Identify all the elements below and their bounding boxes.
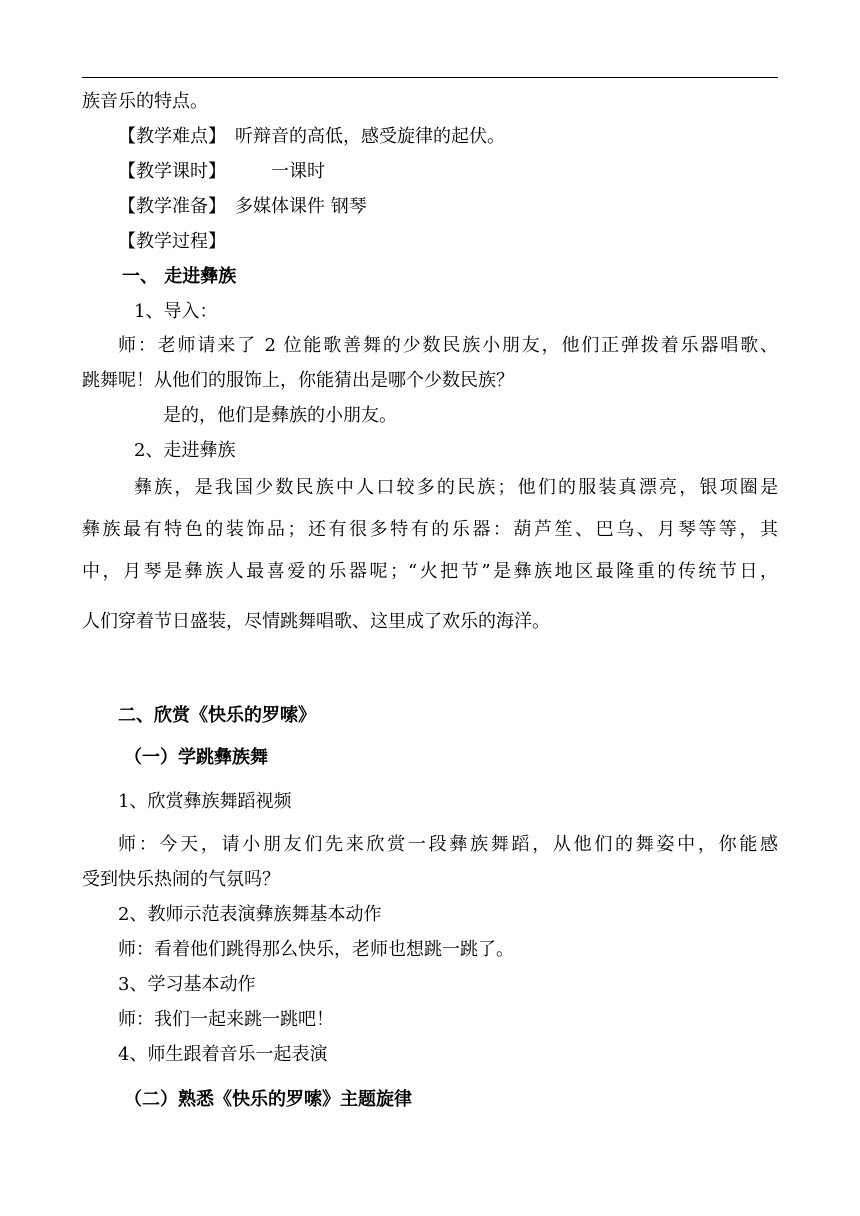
paragraph-line: 师：老师请来了 2 位能歌善舞的少数民族小朋友，他们正弹拨着乐器唱歌、 bbox=[118, 335, 778, 356]
subsection-heading: 1、欣赏彝族舞蹈视频 bbox=[118, 791, 292, 812]
section-heading: 一、 走进彝族 bbox=[122, 266, 237, 287]
section-heading: 二、欣赏《快乐的罗嗦》 bbox=[118, 705, 316, 726]
paragraph-line: 师：看着他们跳得那么快乐，老师也想跳一跳了。 bbox=[118, 939, 514, 960]
teaching-difficulty-line: 【教学难点】 听辩音的高低，感受旋律的起伏。 bbox=[118, 126, 505, 147]
subsection-heading: 2、教师示范表演彝族舞基本动作 bbox=[118, 904, 382, 925]
subsection-heading: 1、导入： bbox=[134, 301, 218, 322]
paragraph-line: 人们穿着节日盛装，尽情跳舞唱歌、这里成了欢乐的海洋。 bbox=[82, 611, 550, 632]
paragraph-line: 是的，他们是彝族的小朋友。 bbox=[163, 405, 397, 426]
paragraph-line: 跳舞呢！从他们的服饰上，你能猜出是哪个少数民族？ bbox=[82, 370, 514, 391]
paragraph-line: 师：今天，请小朋友们先来欣赏一段彝族舞蹈，从他们的舞姿中，你能感 bbox=[118, 834, 778, 855]
subsection-heading: （一）学跳彝族舞 bbox=[124, 747, 268, 768]
teaching-preparation-line: 【教学准备】 多媒体课件 钢琴 bbox=[118, 196, 367, 217]
paragraph-line: 中，月琴是彝族人最喜爱的乐器呢；“火把节”是彝族地区最隆重的传统节日， bbox=[82, 561, 778, 582]
teaching-process-line: 【教学过程】 bbox=[118, 231, 226, 252]
teaching-hours-line: 【教学课时】 一课时 bbox=[118, 161, 325, 182]
header-rule bbox=[82, 77, 778, 78]
paragraph-line: 受到快乐热闹的气氛吗？ bbox=[82, 869, 280, 890]
paragraph-line: 师：我们一起来跳一跳吧！ bbox=[118, 1009, 334, 1030]
paragraph-line: 彝族，是我国少数民族中人口较多的民族；他们的服装真漂亮，银项圈是 bbox=[134, 477, 778, 498]
paragraph-line: 族音乐的特点。 bbox=[82, 91, 208, 112]
paragraph-line: 彝族最有特色的装饰品；还有很多特有的乐器：葫芦笙、巴乌、月琴等等，其 bbox=[82, 519, 778, 540]
subsection-heading: 2、走进彝族 bbox=[134, 440, 236, 461]
subsection-heading: 4、师生跟着音乐一起表演 bbox=[118, 1044, 328, 1065]
subsection-heading: 3、学习基本动作 bbox=[118, 974, 256, 995]
subsection-heading: （二）熟悉《快乐的罗嗦》主题旋律 bbox=[124, 1089, 412, 1110]
